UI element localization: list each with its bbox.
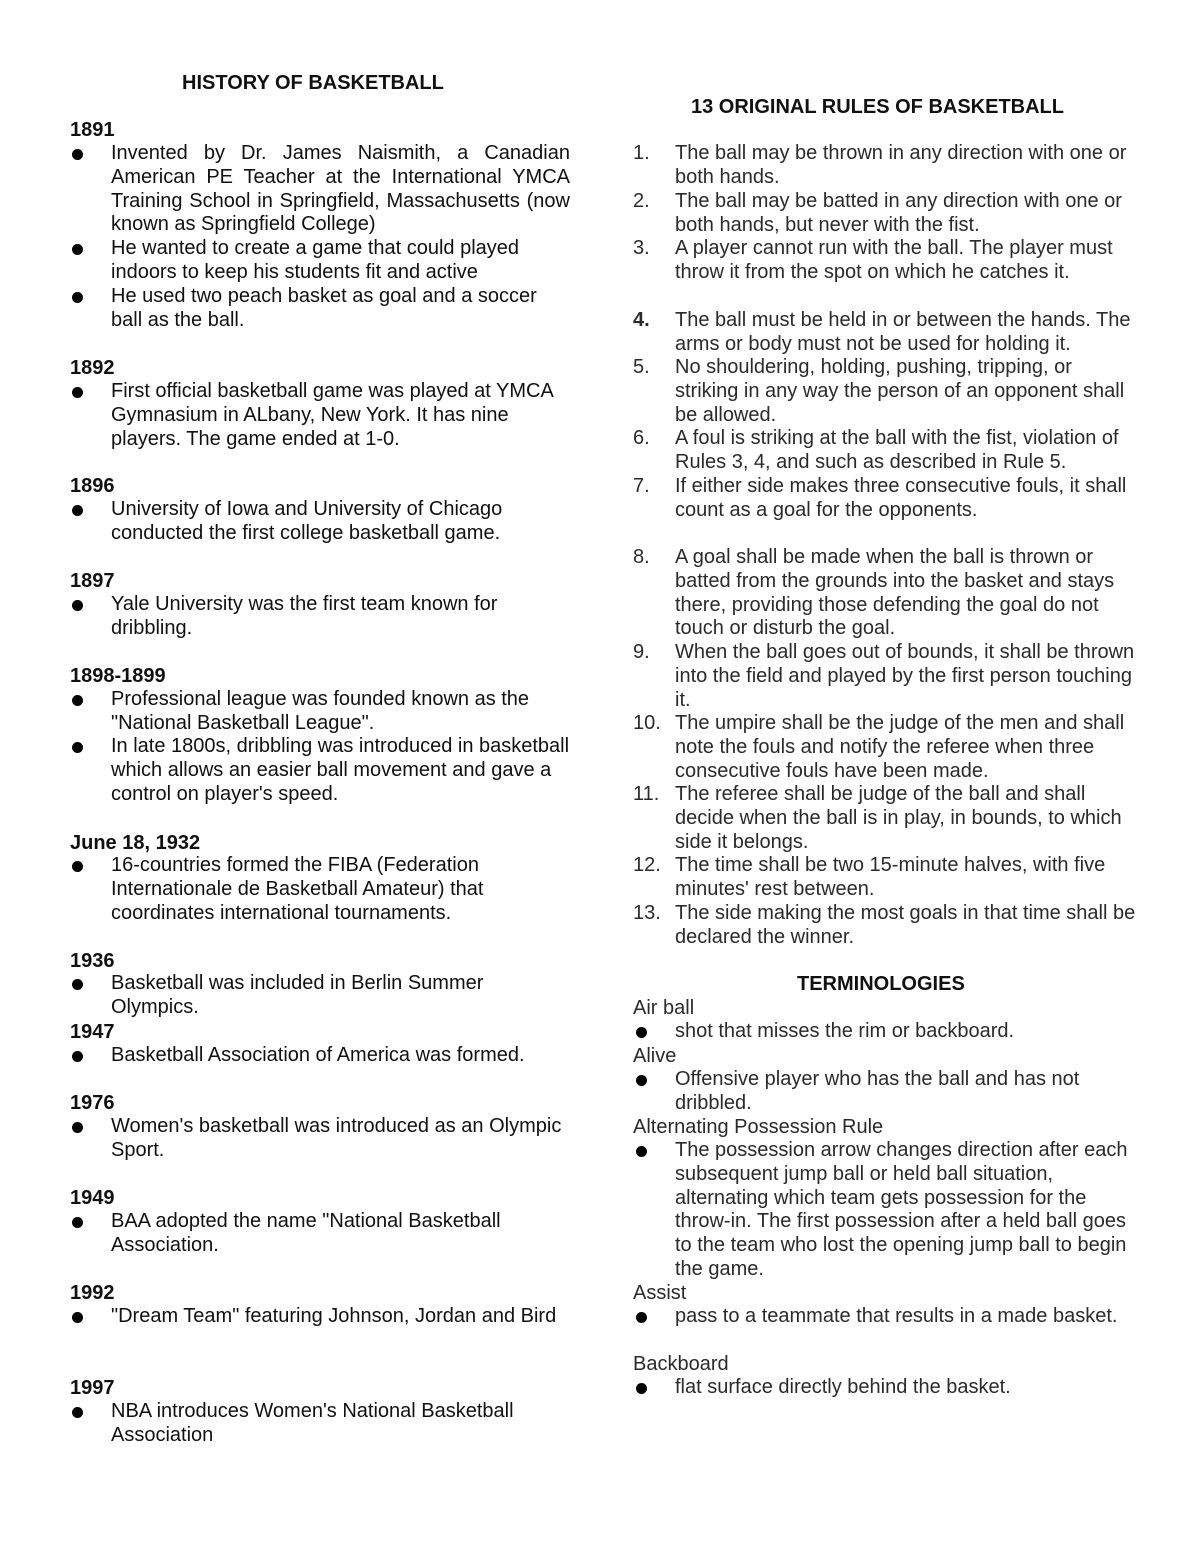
bullet-icon	[72, 1122, 83, 1133]
year-heading: 1947	[70, 1021, 115, 1043]
bullet-icon	[72, 742, 83, 753]
history-title: HISTORY OF BASKETBALL	[182, 72, 444, 94]
year-heading: 1891	[70, 119, 115, 141]
bullet-icon	[636, 1312, 647, 1323]
bullet-icon	[72, 1217, 83, 1228]
terminologies-title: TERMINOLOGIES	[797, 973, 965, 995]
year-heading: 1976	[70, 1092, 115, 1114]
bullet-icon	[72, 244, 83, 255]
term-heading: Assist	[633, 1282, 687, 1304]
year-heading: 1936	[70, 950, 115, 972]
bullet-icon	[72, 387, 83, 398]
rules-title: 13 ORIGINAL RULES OF BASKETBALL	[691, 96, 1064, 118]
bullet-icon	[72, 695, 83, 706]
term-heading: Air ball	[633, 997, 695, 1019]
term-heading: Alive	[633, 1045, 677, 1067]
bullet-icon	[72, 1312, 83, 1323]
bullet-icon	[72, 505, 83, 516]
year-heading: June 18, 1932	[70, 832, 201, 854]
year-heading: 1897	[70, 570, 115, 592]
bullet-icon	[72, 1407, 83, 1418]
year-heading: 1898-1899	[70, 665, 166, 687]
year-heading: 1949	[70, 1187, 115, 1209]
year-heading: 1892	[70, 357, 115, 379]
bullet-icon	[636, 1075, 647, 1086]
bullet-icon	[636, 1383, 647, 1394]
bullet-icon	[72, 292, 83, 303]
bullet-icon	[72, 149, 83, 160]
bullet-icon	[72, 600, 83, 611]
year-heading: 1997	[70, 1377, 115, 1399]
bullet-icon	[72, 979, 83, 990]
bullet-icon	[636, 1027, 647, 1038]
year-heading: 1992	[70, 1282, 115, 1304]
term-heading: Backboard	[633, 1353, 729, 1375]
bullet-icon	[636, 1146, 647, 1157]
year-heading: 1896	[70, 475, 115, 497]
bullet-icon	[72, 1051, 83, 1062]
bullet-icon	[72, 861, 83, 872]
term-heading: Alternating Possession Rule	[633, 1116, 884, 1138]
list-item: Invented by Dr. James Naismith, a Canadian American PE Teacher at the International YMCA Training School in Springfield, Massachusetts (now known as Springfield College)	[70, 142, 570, 238]
